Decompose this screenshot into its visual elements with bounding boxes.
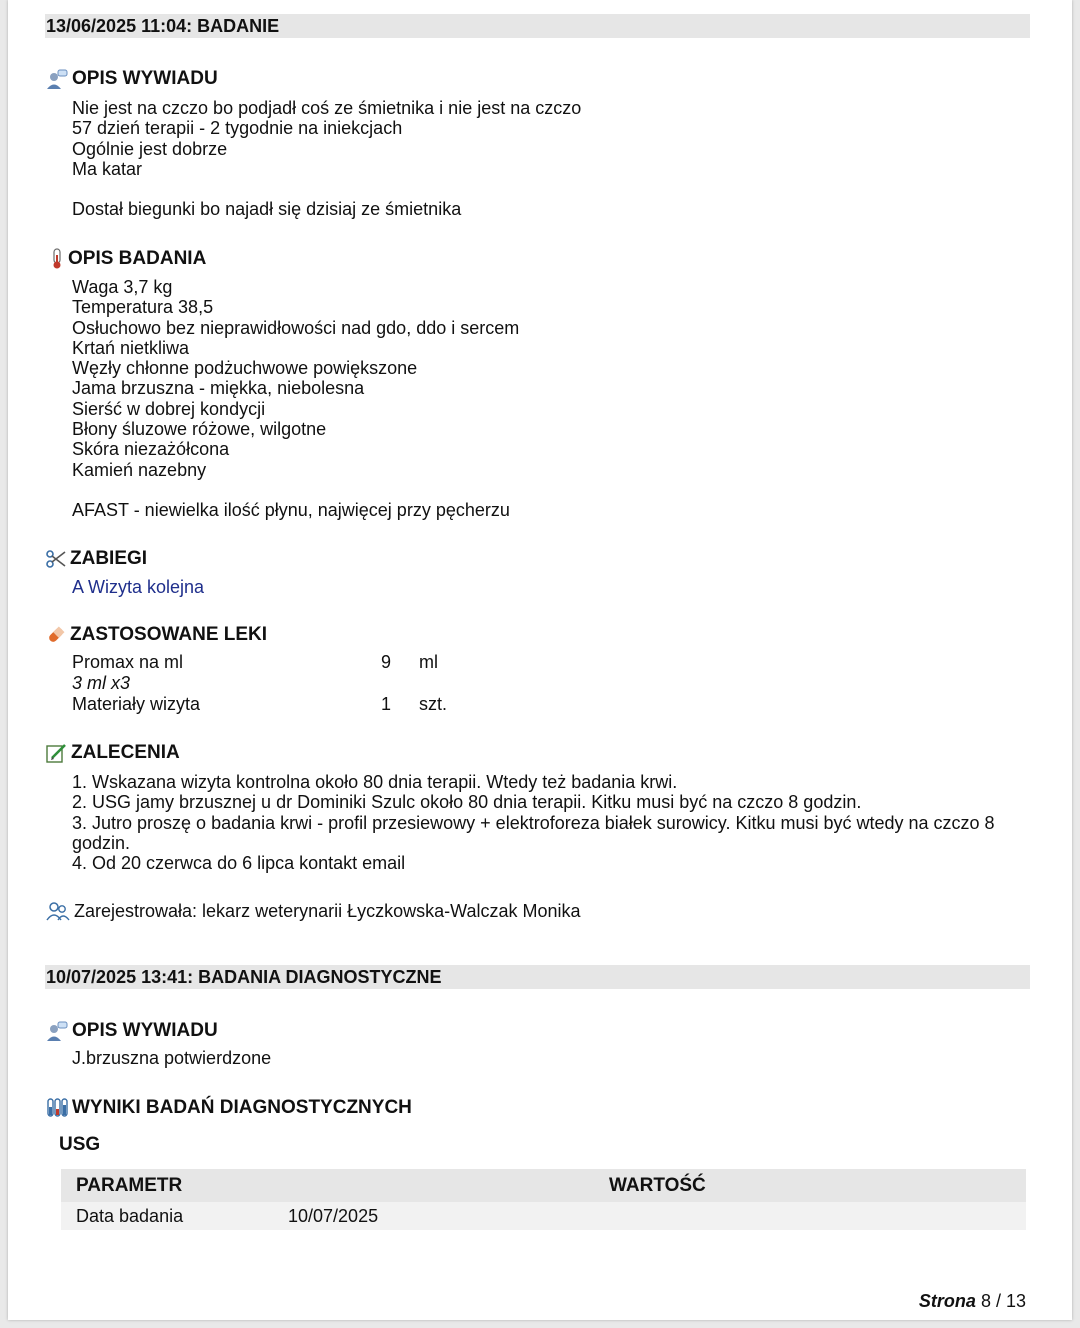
column-header: WARTOŚĆ [609, 1175, 706, 1196]
pill-icon [46, 625, 66, 645]
person-chat-icon [46, 68, 68, 90]
text-line: Kamień nazebny [72, 459, 207, 480]
text-line: Nie jest na czczo bo podjadł coś ze śmietnika i nie jest na czczo [72, 98, 582, 118]
results-section-title: WYNIKI BADAŃ DIAGNOSTYCZNYCH [46, 1097, 412, 1119]
recommendations-text [72, 772, 995, 873]
test-tubes-icon [46, 1097, 68, 1119]
text-line: 57 dzień terapii - 2 tygodnie na iniekcjach [72, 118, 403, 139]
users-icon [46, 901, 70, 921]
table-row [61, 1202, 1026, 1230]
drug-unit: ml [419, 652, 438, 672]
recommendations-section-title: ZALECENIA [46, 742, 180, 764]
interview-text [72, 1048, 271, 1068]
results-table-header [61, 1169, 1026, 1202]
drug-qty: 1 [381, 694, 392, 714]
procedures-section-title: ZABIEGI [46, 548, 147, 570]
column-header: PARAMETR [76, 1175, 183, 1196]
drug-qty: 9 [381, 652, 392, 672]
edit-note-icon [46, 743, 67, 764]
text-line: 3. Jutro proszę o badania krwi - profil przesiewowy + elektroforeza białek surowicy. Kitku musi być wtedy na czczo 8 [72, 812, 995, 833]
text-line [72, 480, 519, 500]
test-name: USG [59, 1134, 101, 1155]
visit-header: 13/06/2025 11:04: BADANIE [46, 16, 280, 36]
visit-header-bar [45, 965, 1030, 989]
drug-dosage-note: 3 ml x3 [72, 673, 131, 693]
text-line: J.brzuszna potwierdzone [72, 1048, 272, 1068]
text-line: Ogólnie jest dobrze [72, 138, 228, 159]
text-line: Krtań nietkliwa [72, 337, 190, 358]
text-line: A Wizyta kolejna [72, 577, 205, 597]
text-line: godzin. [72, 832, 131, 853]
table-cell-value: 10/07/2025 [288, 1206, 379, 1226]
page-number [919, 1291, 1026, 1312]
interview-section-title: OPIS WYWIADU [46, 68, 218, 90]
drug-unit: szt. [419, 694, 448, 714]
page-separator: / [990, 1291, 1006, 1311]
exam-text [72, 277, 519, 521]
text-line: Ma katar [72, 158, 143, 179]
table-cell-param: Data badania [76, 1206, 184, 1226]
text-line [72, 179, 581, 199]
drug-name: Promax na ml [72, 652, 184, 672]
procedure-item [72, 577, 204, 597]
text-line: Jama brzuszna - miękka, niebolesna [72, 378, 365, 399]
text-line: 2. USG jamy brzusznej u dr Dominiki Szulc około 80 dnia terapii. Kitku musi być na czczo 8 godzin. [72, 792, 862, 813]
text-line: Węzły chłonne podżuchwowe powiększone [72, 358, 418, 379]
page-label: Strona [918, 1291, 976, 1311]
visit-header-bar [45, 14, 1030, 38]
text-line: 4. Od 20 czerwca do 6 lipca kontakt email [72, 853, 406, 874]
interview-section-title: OPIS WYWIADU [46, 1020, 218, 1042]
text-line: Osłuchowo bez nieprawidłowości nad gdo, ddo i sercem [72, 317, 520, 338]
registered-by-row: Zarejestrowała: lekarz weterynarii Łyczkowska-Walczak Monika [46, 900, 581, 922]
person-chat-icon [46, 1020, 68, 1042]
total-pages: 13 [1005, 1291, 1026, 1311]
text-line: AFAST - niewielka ilość płynu, najwięcej przy pęcherzu [72, 500, 510, 521]
thermometer-icon [50, 248, 64, 270]
interview-text [72, 98, 581, 220]
document-page [8, 0, 1072, 1320]
drug-name: Materiały wizyta [72, 694, 201, 714]
text-line: Skóra niezażółcona [72, 439, 230, 460]
text-line: Waga 3,7 kg [72, 277, 173, 297]
text-line: Błony śluzowe różowe, wilgotne [72, 419, 327, 440]
text-line: Temperatura 38,5 [72, 297, 214, 318]
text-line: Dostał biegunki bo najadł się dzisiaj ze śmietnika [72, 199, 462, 220]
text-line: Sierść w dobrej kondycji [72, 398, 266, 419]
text-line: 1. Wskazana wizyta kontrolna około 80 dnia terapii. Wtedy też badania krwi. [72, 772, 678, 792]
drugs-section-title: ZASTOSOWANE LEKI [46, 624, 267, 646]
scissors-icon [46, 549, 66, 569]
current-page: 8 [980, 1291, 991, 1311]
visit-header: 10/07/2025 13:41: BADANIA DIAGNOSTYCZNE [46, 967, 442, 987]
exam-section-title: OPIS BADANIA [50, 248, 206, 270]
